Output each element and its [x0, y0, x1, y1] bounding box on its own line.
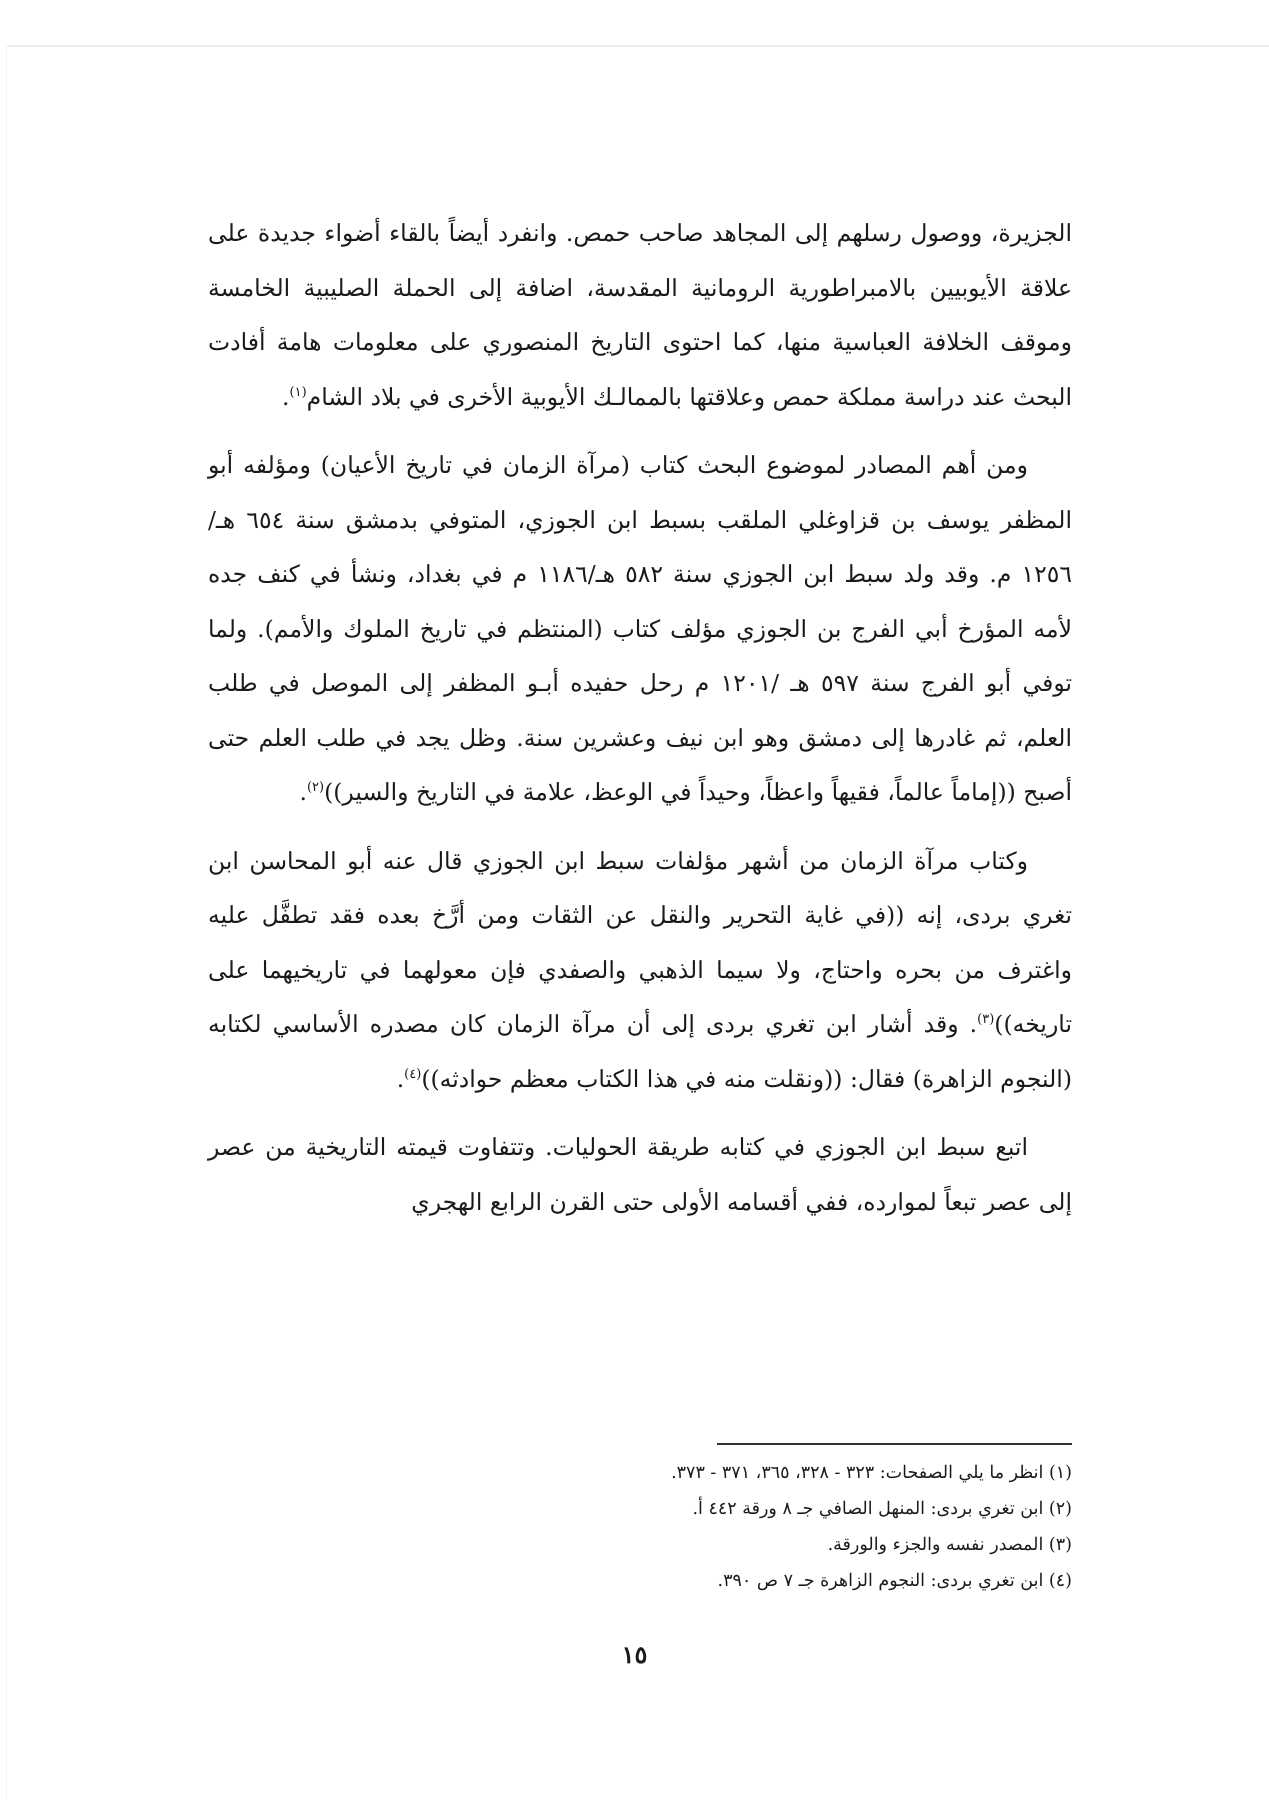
footnote-2: (٢) ابن تغري بردى: المنهل الصافي جـ ٨ ورقة ٤٤٢ أ.	[692, 1499, 1072, 1519]
paragraph-end: .	[282, 382, 290, 411]
paragraph-end: .	[396, 1064, 405, 1093]
paragraph-end: .	[299, 778, 307, 806]
paragraph-4	[208, 1120, 1072, 1229]
paragraph-text: ومن أهم المصادر لموضوع البحث كتاب (مرآة الزمان في تاريخ الأعيان) ومؤلفه أبو المظفر يوسف بن قزاوغلي الملقب بسبط ابن الجوزي، المتوفي بدمشق سنة ٦٥٤ هـ/١٢٥٦ م. وقد ولد سبط ابن الجوزي سنة ٥٨٢ هـ/١١٨٦ م في بغداد، ونشأ في كنف جده لأمه المؤرخ أبي الفرج بن الجوزي مؤلف كتاب (المنتظم في تاريخ الملوك والأمم). ولما توفي أبو الفرج سنة ٥٩٧ هـ /١٢٠١ م رحل حفيده أبـو المظفر إلى الموصل في طلب العلم، ثم غادرها إلى دمشق وهو ابن نيف وعشرين سنة. وظل يجد في طلب العلم حتى أصبح ((إماماً عالماً، فقيهاً واعظاً، وحيداً في الوعظ، علامة في التاريخ والسير))	[208, 451, 1073, 806]
footnote-ref-2[interactable]: (٢)	[306, 780, 325, 796]
paragraph-2	[208, 438, 1072, 820]
footnote-ref-4[interactable]: (٤)	[404, 1066, 422, 1082]
body-text	[208, 206, 1072, 1243]
footnote-4: (٤) ابن تغري بردى: النجوم الزاهرة جـ ٧ ص ٣٩٠.	[717, 1571, 1072, 1591]
paragraph-text-continued: . وقد أشار ابن تغري بردى إلى أن مرآة الزمان كان مصدره الأساسي لكتابه (النجوم الزاهرة) فقال: ((ونقلت منه في هذا الكتاب معظم حوادثه))	[208, 1010, 1072, 1093]
paragraph-1	[208, 206, 1072, 424]
page-number: ١٥	[621, 1640, 648, 1669]
footnote-3: (٣) المصدر نفسه والجزء والورقة.	[827, 1535, 1072, 1555]
footnote-ref-1[interactable]: (١)	[289, 384, 307, 400]
scan-edge-left	[6, 45, 7, 1800]
scan-edge-top	[8, 45, 1269, 47]
footnotes	[208, 1455, 1072, 1599]
paragraph-text: وكتاب مرآة الزمان من أشهر مؤلفات سبط ابن الجوزي قال عنه أبو المحاسن ابن تغري بردى، إنه ((في غاية التحرير والنقل عن الثقات ومن أرَّخ بعده فقد تطفَّل عليه واغترف من بحره واحتاج، ولا سيما الذهبي والصفدي فإن معولهما في تاريخيهما على تاريخه))	[208, 846, 1072, 1038]
paragraph-3	[208, 834, 1072, 1107]
footnote-separator	[717, 1443, 1072, 1445]
paragraph-text: اتبع سبط ابن الجوزي في كتابه طريقة الحوليات. وتتفاوت قيمته التاريخية من عصر إلى عصر تبعاً لموارده، ففي أقسامه الأولى حتى القرن الرابع الهجري	[208, 1133, 1072, 1216]
footnote-1: (١) انظر ما يلي الصفحات: ٣٢٣ - ٣٢٨، ٣٦٥، ٣٧١ - ٣٧٣.	[671, 1463, 1072, 1483]
footnote-ref-3[interactable]: (٣)	[977, 1012, 995, 1028]
paragraph-text: الجزيرة، ووصول رسلهم إلى المجاهد صاحب حمص. وانفرد أيضاً بالقاء أضواء جديدة على علاقة الأيوبيين بالامبراطورية الرومانية المقدسة، اضافة إلى الحملة الصليبية الخامسة وموقف الخلافة العباسية منها، كما احتوى التاريخ المنصوري على معلومات هامة أفادت البحث عند دراسة مملكة حمص وعلاقتها بالممالـك الأيوبية الأخرى في بلاد الشام	[208, 219, 1072, 411]
